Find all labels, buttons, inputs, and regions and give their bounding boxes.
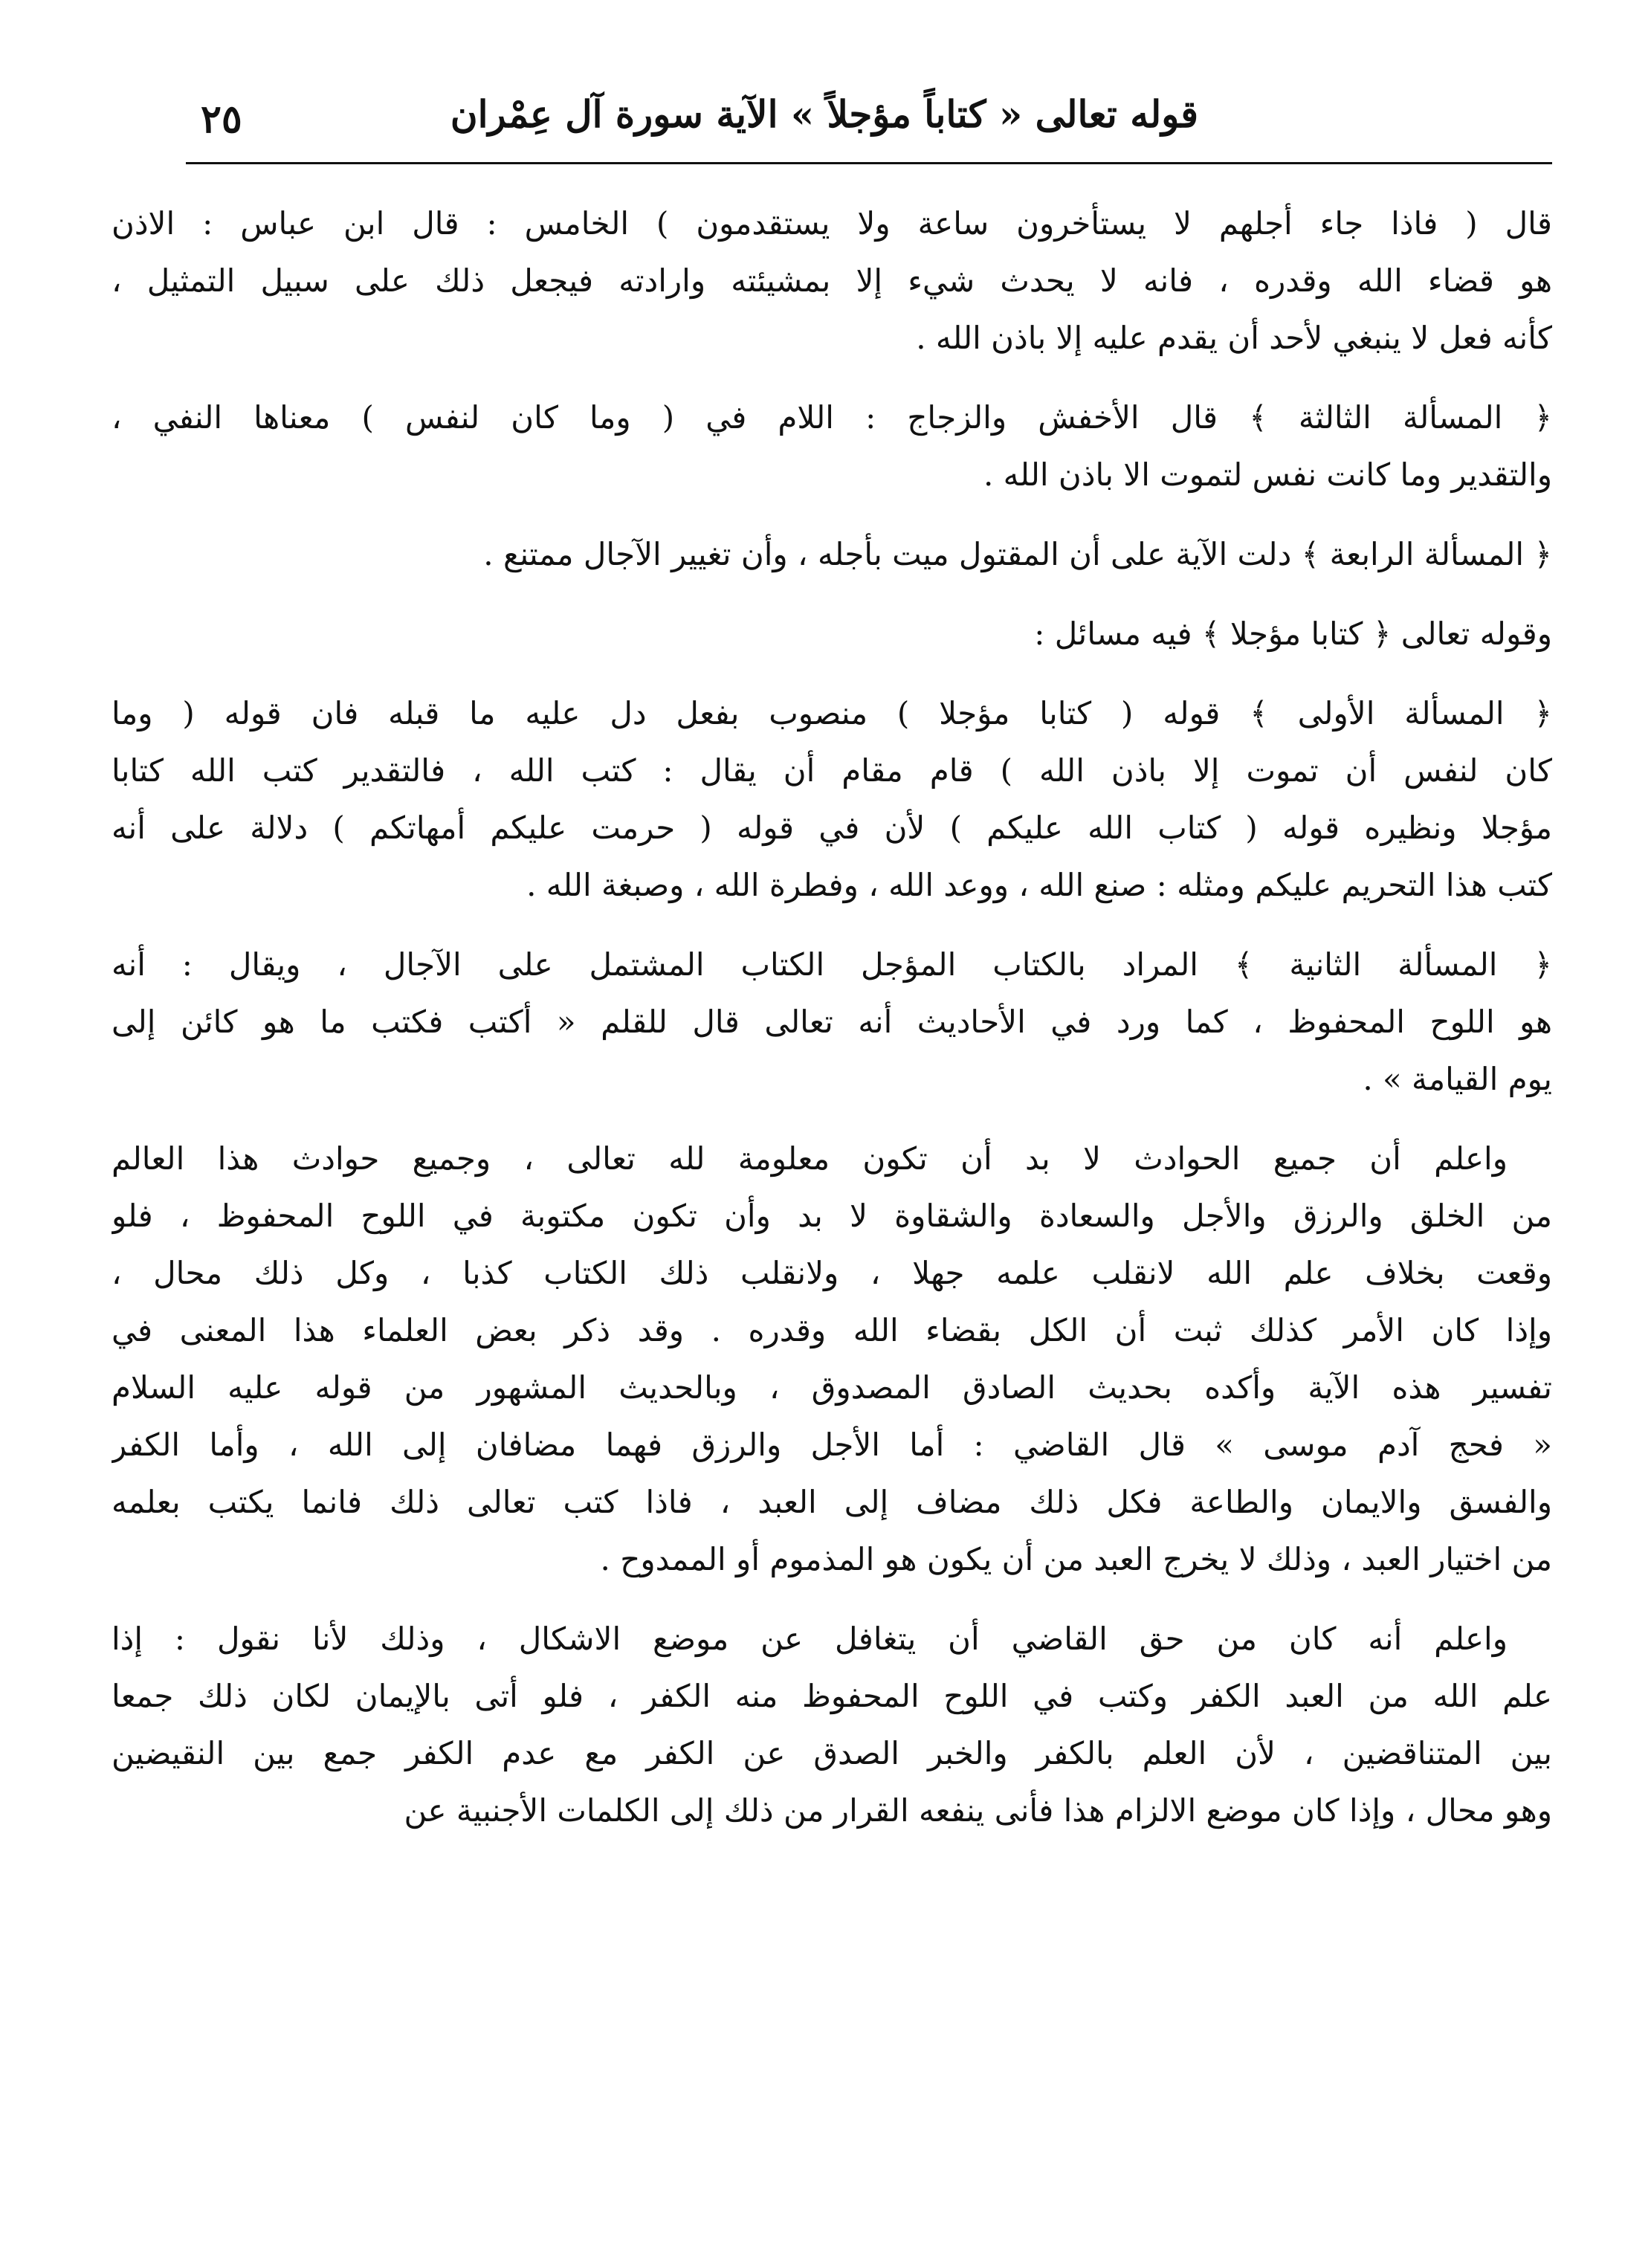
text-line: واعلم أنه كان من حق القاضي أن يتغافل عن موضع الاشكال ، وذلك لأنا نقول : إذا <box>112 1621 1508 1657</box>
paragraph <box>112 685 1552 914</box>
text-line: ﴿ المسألة الثانية ﴾ المراد بالكتاب المؤجل الكتاب المشتمل على الآجال ، ويقال : أنه <box>112 946 1552 983</box>
text-line: بين المتناقضين ، لأن العلم بالكفر والخبر الصدق عن الكفر مع عدم الكفر جمع بين النقيضين <box>112 1735 1552 1771</box>
text-line: ﴿ المسألة الثالثة ﴾ قال الأخفش والزجاج : اللام في ( وما كان لنفس ) معناها النفي ، <box>112 399 1552 436</box>
paragraph <box>112 195 1552 366</box>
paragraph <box>112 1610 1552 1839</box>
paragraph <box>112 936 1552 1108</box>
text-line: ﴿ المسألة الرابعة ﴾ دلت الآية على أن المقتول ميت بأجله ، وأن تغيير الآجال ممتنع . <box>483 536 1552 572</box>
page-number: ٢٥ <box>201 97 242 142</box>
page-header <box>201 88 1198 155</box>
text-line: وإذا كان الأمر كذلك ثبت أن الكل بقضاء الله وقدره . وقد ذكر بعض العلماء هذا المعنى في <box>112 1312 1552 1348</box>
text-line: وقوله تعالى ﴿ كتابا مؤجلا ﴾ فيه مسائل : <box>1034 616 1552 652</box>
text-line: وهو محال ، وإذا كان موضع الالزام هذا فأنى ينفعه القرار من ذلك إلى الكلمات الأجنبية عن <box>404 1792 1552 1829</box>
page-body <box>112 195 1552 1861</box>
text-line: علم الله من العبد الكفر وكتب في اللوح المحفوظ منه الكفر ، فلو أتى بالإيمان لكان ذلك جمعا <box>112 1678 1552 1714</box>
text-line: كتب هذا التحريم عليكم ومثله : صنع الله ، ووعد الله ، وفطرة الله ، وصبغة الله . <box>526 867 1552 903</box>
paragraph <box>112 526 1552 583</box>
text-line: واعلم أن جميع الحوادث لا بد أن تكون معلومة لله تعالى ، وجميع حوادث هذا العالم <box>112 1140 1508 1177</box>
text-line: وقعت بخلاف علم الله لانقلب علمه جهلا ، ولانقلب ذلك الكتاب كذبا ، وكل ذلك محال ، <box>112 1255 1552 1291</box>
text-line: « فحج آدم موسى » قال القاضي : أما الأجل والرزق فهما مضافان إلى الله ، وأما الكفر <box>112 1427 1552 1463</box>
paragraph <box>112 389 1552 503</box>
text-line: تفسير هذه الآية وأكده بحديث الصادق المصدوق ، وبالحديث المشهور من قوله عليه السلام <box>112 1369 1552 1406</box>
text-line: مؤجلا ونظيره قوله ( كتاب الله عليكم ) لأن في قوله ( حرمت عليكم أمهاتكم ) دلالة على أنه <box>112 810 1552 846</box>
running-title: قوله تعالى « كتاباً مؤجلاً » الآية سورة آل عِمْران <box>450 92 1198 136</box>
text-line: من الخلق والرزق والأجل والسعادة والشقاوة لا بد وأن تكون مكتوبة في اللوح المحفوظ ، فلو <box>112 1198 1552 1234</box>
text-line: والتقدير وما كانت نفس لتموت الا باذن الله . <box>983 456 1552 493</box>
text-line: والفسق والايمان والطاعة فكل ذلك مضاف إلى العبد ، فاذا كتب تعالى ذلك فانما يكتب بعلمه <box>112 1484 1552 1520</box>
header-divider <box>186 162 1552 164</box>
text-line: من اختيار العبد ، وذلك لا يخرج العبد من أن يكون هو المذموم أو الممدوح . <box>600 1541 1552 1577</box>
text-line: هو اللوح المحفوظ ، كما ورد في الأحاديث أنه تعالى قال للقلم « أكتب فكتب ما هو كائن إلى <box>112 1004 1552 1040</box>
text-line: ﴿ المسألة الأولى ﴾ قوله ( كتابا مؤجلا ) منصوب بفعل دل عليه ما قبله فان قوله ( وما <box>112 695 1552 731</box>
text-line: يوم القيامة » . <box>1363 1061 1552 1097</box>
text-line: قال ( فاذا جاء أجلهم لا يستأخرون ساعة ولا يستقدمون ) الخامس : قال ابن عباس : الاذن <box>112 205 1552 242</box>
paragraph <box>112 1130 1552 1588</box>
text-line: كان لنفس أن تموت إلا باذن الله ) قام مقام أن يقال : كتب الله ، فالتقدير كتب الله كتابا <box>112 752 1552 789</box>
text-line: كأنه فعل لا ينبغي لأحد أن يقدم عليه إلا باذن الله . <box>916 320 1552 356</box>
paragraph <box>112 605 1552 662</box>
text-line: هو قضاء الله وقدره ، فانه لا يحدث شيء إلا بمشيئته وارادته فيجعل ذلك على سبيل التمثيل ، <box>112 262 1552 299</box>
